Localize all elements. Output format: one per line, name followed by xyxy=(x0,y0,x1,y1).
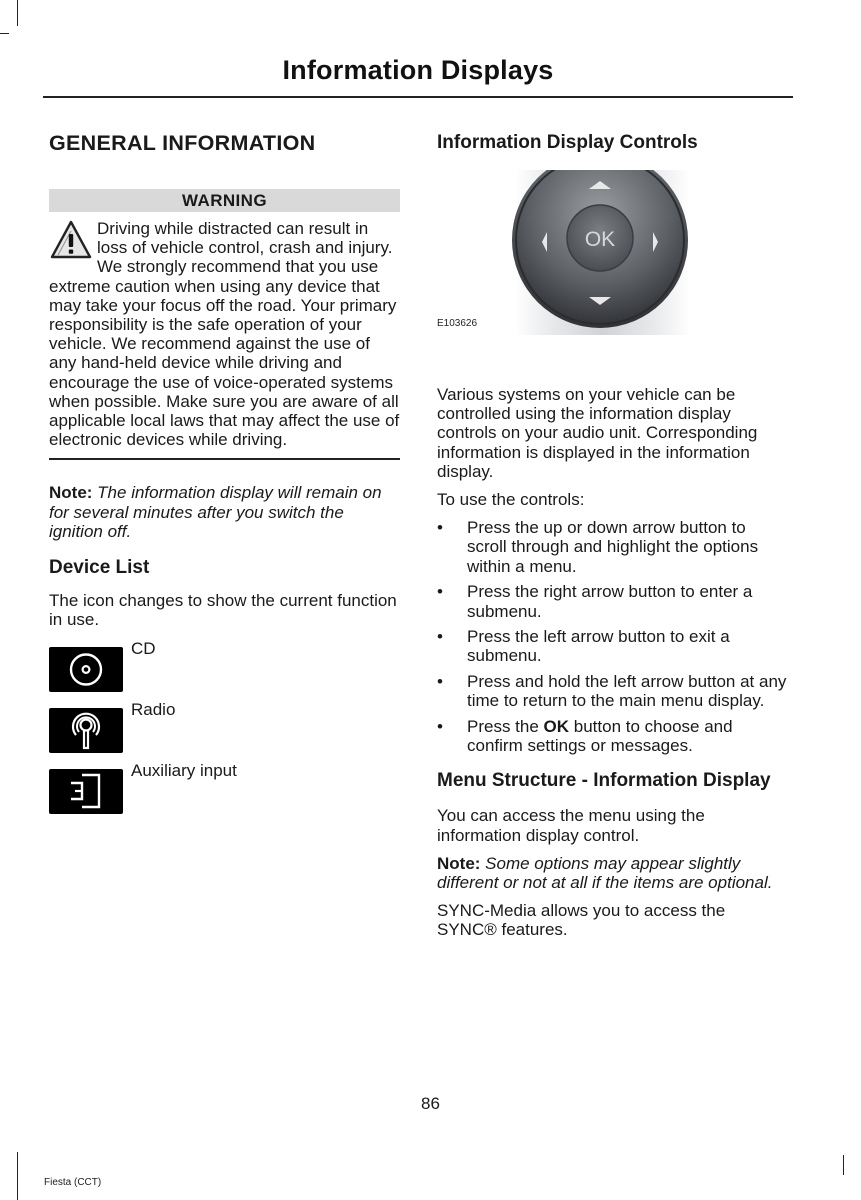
warning-rule xyxy=(49,458,400,460)
controller-illustration xyxy=(437,170,789,346)
device-label-cd: CD xyxy=(131,639,156,659)
note-label: Note: xyxy=(49,483,93,503)
device-label-radio: Radio xyxy=(131,700,176,720)
ok-button-label: OK xyxy=(584,228,616,251)
list-item xyxy=(49,700,400,761)
bullet-text: Press and hold the left arrow button at any time to return to the main menu display. xyxy=(467,672,787,711)
warning-label: WARNING xyxy=(49,189,400,212)
bullet-text-bold: OK xyxy=(543,717,570,737)
crop-mark xyxy=(17,1152,18,1200)
bullet: • xyxy=(437,518,443,538)
bullet-text: Press the right arrow button to enter a submenu. xyxy=(467,582,753,621)
footer-model: Fiesta (CCT) xyxy=(44,1177,102,1188)
list-item xyxy=(49,761,400,822)
page-header-title: Information Displays xyxy=(282,55,554,85)
bullet-text: Press the up or down arrow button to scroll through and highlight the options within a menu. xyxy=(467,518,759,576)
note-paragraph xyxy=(49,483,400,541)
bullet-text: Press the left arrow button to exit a submenu. xyxy=(467,627,730,666)
list-item xyxy=(437,672,789,710)
bullet-text-post: button to choose and confirm settings or messages. xyxy=(467,717,733,756)
controls-bullet-list xyxy=(437,518,789,755)
bullet: • xyxy=(437,672,443,692)
page-number: 86 xyxy=(421,1094,440,1113)
controller-figure xyxy=(437,170,789,346)
device-label-auxiliary: Auxiliary input xyxy=(131,761,237,781)
list-item xyxy=(437,582,789,620)
right-column xyxy=(437,131,789,940)
note-label: Note: xyxy=(437,853,481,873)
list-item xyxy=(437,717,789,755)
bullet-text-pre: Press the xyxy=(467,717,544,737)
to-use-text: To use the controls: xyxy=(437,490,585,510)
note-paragraph xyxy=(437,854,789,892)
warning-triangle-icon xyxy=(49,219,93,263)
list-item xyxy=(437,518,789,576)
menu-structure-title: Menu Structure - Information Display xyxy=(437,770,771,792)
bullet: • xyxy=(437,627,443,647)
left-column xyxy=(49,131,400,822)
section-title: GENERAL INFORMATION xyxy=(49,131,316,155)
sync-text: SYNC-Media allows you to access the SYNC® features. xyxy=(437,901,726,940)
header-rule xyxy=(43,96,793,98)
controls-intro: Various systems on your vehicle can be controlled using the information display controls on your audio unit. Corresponding information is displayed in the information display. xyxy=(437,385,758,481)
device-list xyxy=(49,639,400,822)
list-item xyxy=(49,639,400,700)
warning-text: Driving while distracted can result in loss of vehicle control, crash and injury. We strongly recommend that you use extreme caution when using any device that may take your focus off the road. Your primary responsibility is the safe operation of your vehicle. We recommend against the use of any hand-held device while driving and encourage the use of voice-operated systems when possible. Make sure you are aware of all applicable local laws that may affect the use of electronic devices while driving. xyxy=(49,219,400,450)
cd-icon xyxy=(49,647,123,692)
list-item xyxy=(437,627,789,665)
crop-mark xyxy=(17,0,18,26)
crop-mark xyxy=(0,33,9,34)
menu-intro: You can access the menu using the information display control. xyxy=(437,806,705,845)
controls-title: Information Display Controls xyxy=(437,132,698,153)
crop-mark xyxy=(843,1155,844,1175)
warning-box xyxy=(49,219,400,449)
auxiliary-input-icon xyxy=(49,769,123,814)
note-text: The information display will remain on for several minutes after you switch the ignition off. xyxy=(49,483,382,541)
device-list-title: Device List xyxy=(49,557,150,579)
device-list-intro: The icon changes to show the current function in use. xyxy=(49,591,397,630)
bullet: • xyxy=(437,582,443,602)
note-text: Some options may appear slightly different or not at all if the items are optional. xyxy=(437,853,773,893)
figure-code: E103626 xyxy=(437,318,478,329)
radio-icon xyxy=(49,708,123,753)
bullet: • xyxy=(437,717,443,737)
